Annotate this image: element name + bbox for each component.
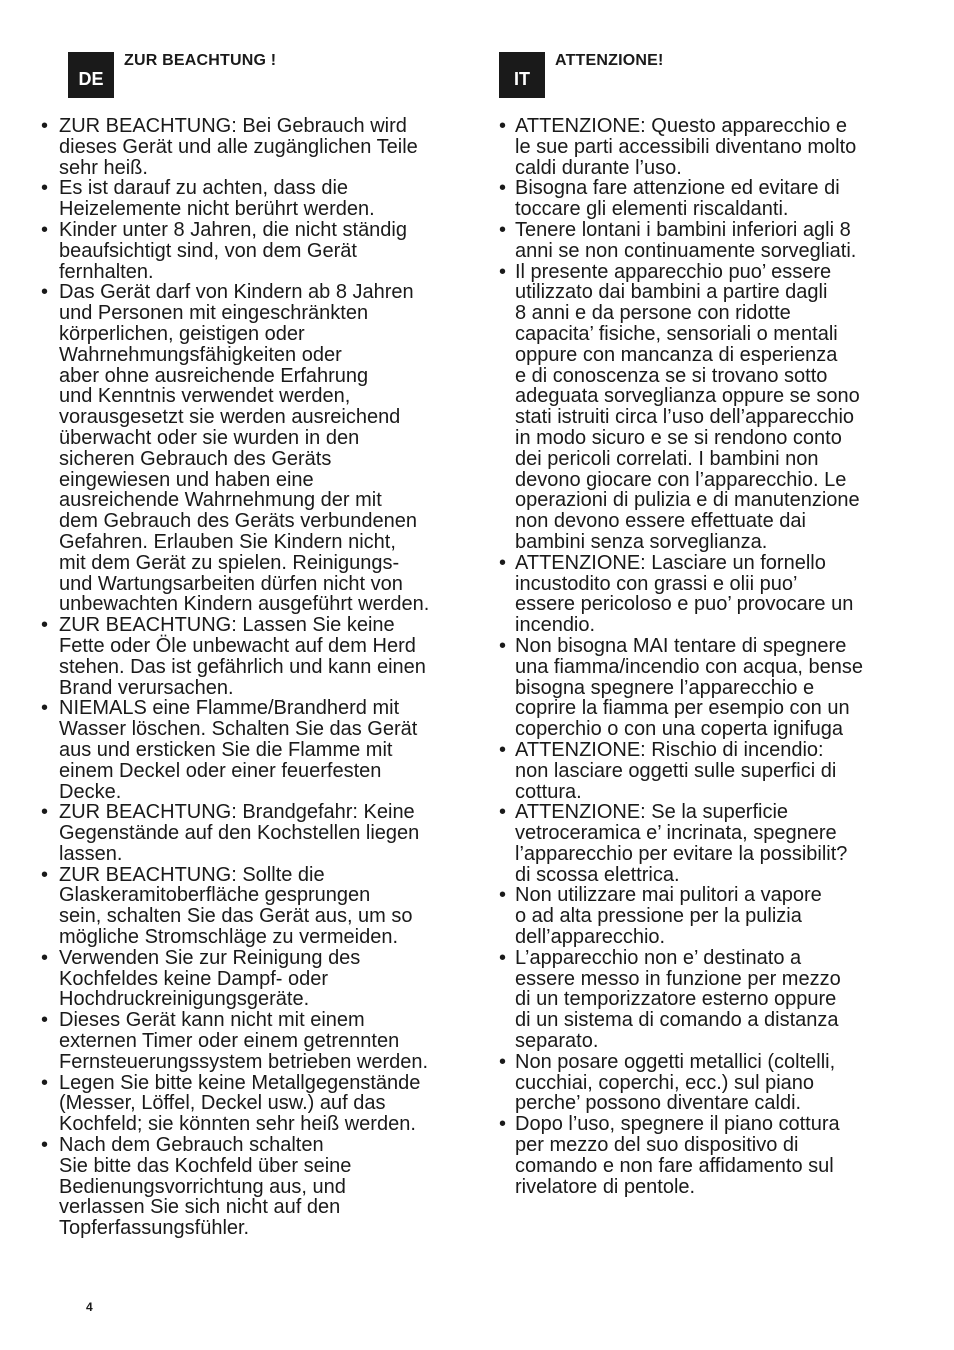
italian-header [499,52,929,100]
warning-item: • ATTENZIONE: Questo apparecchio e le sue parti accessibili diventano molto caldi durante l’uso. [499,116,919,178]
warning-item: • Kinder unter 8 Jahren, die nicht ständig beaufsichtigt sind, von dem Gerät fernhalten. [41,220,486,282]
warning-item: • Dopo l’uso, spegnere il piano cottura per mezzo del suo dispositivo di comando e non fare affidamento sul rivelatore di pentole. [499,1114,919,1197]
warning-item: • NIEMALS eine Flamme/Brandherd mit Wasser löschen. Schalten Sie das Gerät aus und ersticken Sie die Flamme mit einem Deckel oder einer feuerfesten Decke. [41,698,486,802]
warning-item: • ZUR BEACHTUNG: Sollte die Glaskeramitoberfläche gesprungen sein, schalten Sie das Gerät aus, um so mögliche Stromschläge zu vermeiden. [41,865,486,948]
warning-list-it [499,116,919,1197]
warning-item: • Nach dem Gebrauch schalten Sie bitte das Kochfeld über seine Bedienungsvorrichtung aus, und verlassen Sie sich nicht auf den Topferfassungsfühler. [41,1135,486,1239]
page-number: 4 [86,1300,93,1314]
language-badge-it: IT [499,52,545,98]
warning-item: • ATTENZIONE: Se la superficie vetroceramica e’ incrinata, spegnere l’apparecchio per evitare la possibilit? di scossa elettrica. [499,802,919,885]
warning-item: • L’apparecchio non e’ destinato a essere messo in funzione per mezzo di un temporizzatore esterno oppure di un sistema di comando a distanza separato. [499,948,919,1052]
german-header [68,52,488,100]
warning-item: • ZUR BEACHTUNG: Lassen Sie keine Fette oder Öle unbewacht auf dem Herd stehen. Das ist gefährlich und kann einen Brand verursachen. [41,615,486,698]
warning-item: • Il presente apparecchio puo’ essere utilizzato dai bambini a partire dagli 8 anni e da persone con ridotte capacita’ fisiche, sensoriali o mentali oppure con mancanza di esperienza e di conoscenza se si trovano sotto adeguata sorveglianza oppure se sono stati istruiti circa l’uso dell’apparecchio in modo sicuro e se si rendono conto dei pericoli correlati. I bambini non devono giocare con l’apparecchio. Le operazioni di pulizia e di manutenzione non devono essere effettuate dai bambini senza sorveglianza. [499,262,919,553]
german-column [59,52,488,1240]
warning-item: • Es ist darauf zu achten, dass die Heizelemente nicht berührt werden. [41,178,486,220]
warning-item: • Verwenden Sie zur Reinigung des Kochfeldes keine Dampf- oder Hochdruckreinigungsgeräte. [41,948,486,1010]
warning-item: • Non utilizzare mai pulitori a vapore o ad alta pressione per la pulizia dell’apparecchio. [499,885,919,947]
warning-list-de [41,116,486,1239]
section-heading-de: ZUR BEACHTUNG ! [124,52,277,69]
warning-item: • Dieses Gerät kann nicht mit einem externen Timer oder einem getrennten Fernsteuerungssystem betrieben werden. [41,1010,486,1072]
warning-item: • ATTENZIONE: Lasciare un fornello incustodito con grassi e olii puo’ essere pericoloso e puo’ provocare un incendio. [499,553,919,636]
warning-item: • Bisogna fare attenzione ed evitare di toccare gli elementi riscaldanti. [499,178,919,220]
warning-item: • ZUR BEACHTUNG: Bei Gebrauch wird dieses Gerät und alle zugänglichen Teile sehr heiß. [41,116,486,178]
warning-item: • Non posare oggetti metallici (coltelli, cucchiai, coperchi, ecc.) sul piano perche’ possono diventare caldi. [499,1052,919,1114]
warning-item: • Das Gerät darf von Kindern ab 8 Jahren und Personen mit eingeschränkten körperlichen, geistigen oder Wahrnehmungsfähigkeiten oder aber ohne ausreichende Erfahrung und Kenntnis verwendet werden, vorausgesetzt sie werden ausreichend überwacht oder sie wurden in den sicheren Gebrauch des Geräts eingewiesen und haben eine ausreichende Wahrnehmung der mit dem Gebrauch des Geräts verbundenen Gefahren. Erlauben Sie Kindern nicht, mit dem Gerät zu spielen. Reinigungs- und Wartungsarbeiten dürfen nicht von unbewachten Kindern ausgeführt werden. [41,282,486,615]
warning-item: • ZUR BEACHTUNG: Brandgefahr: Keine Gegenstände auf den Kochstellen liegen lassen. [41,802,486,864]
italian-column [499,52,929,1197]
language-badge-de: DE [68,52,114,98]
section-heading-it: ATTENZIONE! [555,52,664,69]
warning-item: • ATTENZIONE: Rischio di incendio: non lasciare oggetti sulle superfici di cottura. [499,740,919,802]
warning-item: • Non bisogna MAI tentare di spegnere una fiamma/incendio con acqua, bense bisogna spegnere l’apparecchio e coprire la fiamma per esempio con un coperchio o con una coperta ignifuga [499,636,919,740]
warning-item: • Legen Sie bitte keine Metallgegenstände (Messer, Löffel, Deckel usw.) auf das Kochfeld; sie könnten sehr heiß werden. [41,1073,486,1135]
warning-item: • Tenere lontani i bambini inferiori agli 8 anni se non continuamente sorvegliati. [499,220,919,262]
